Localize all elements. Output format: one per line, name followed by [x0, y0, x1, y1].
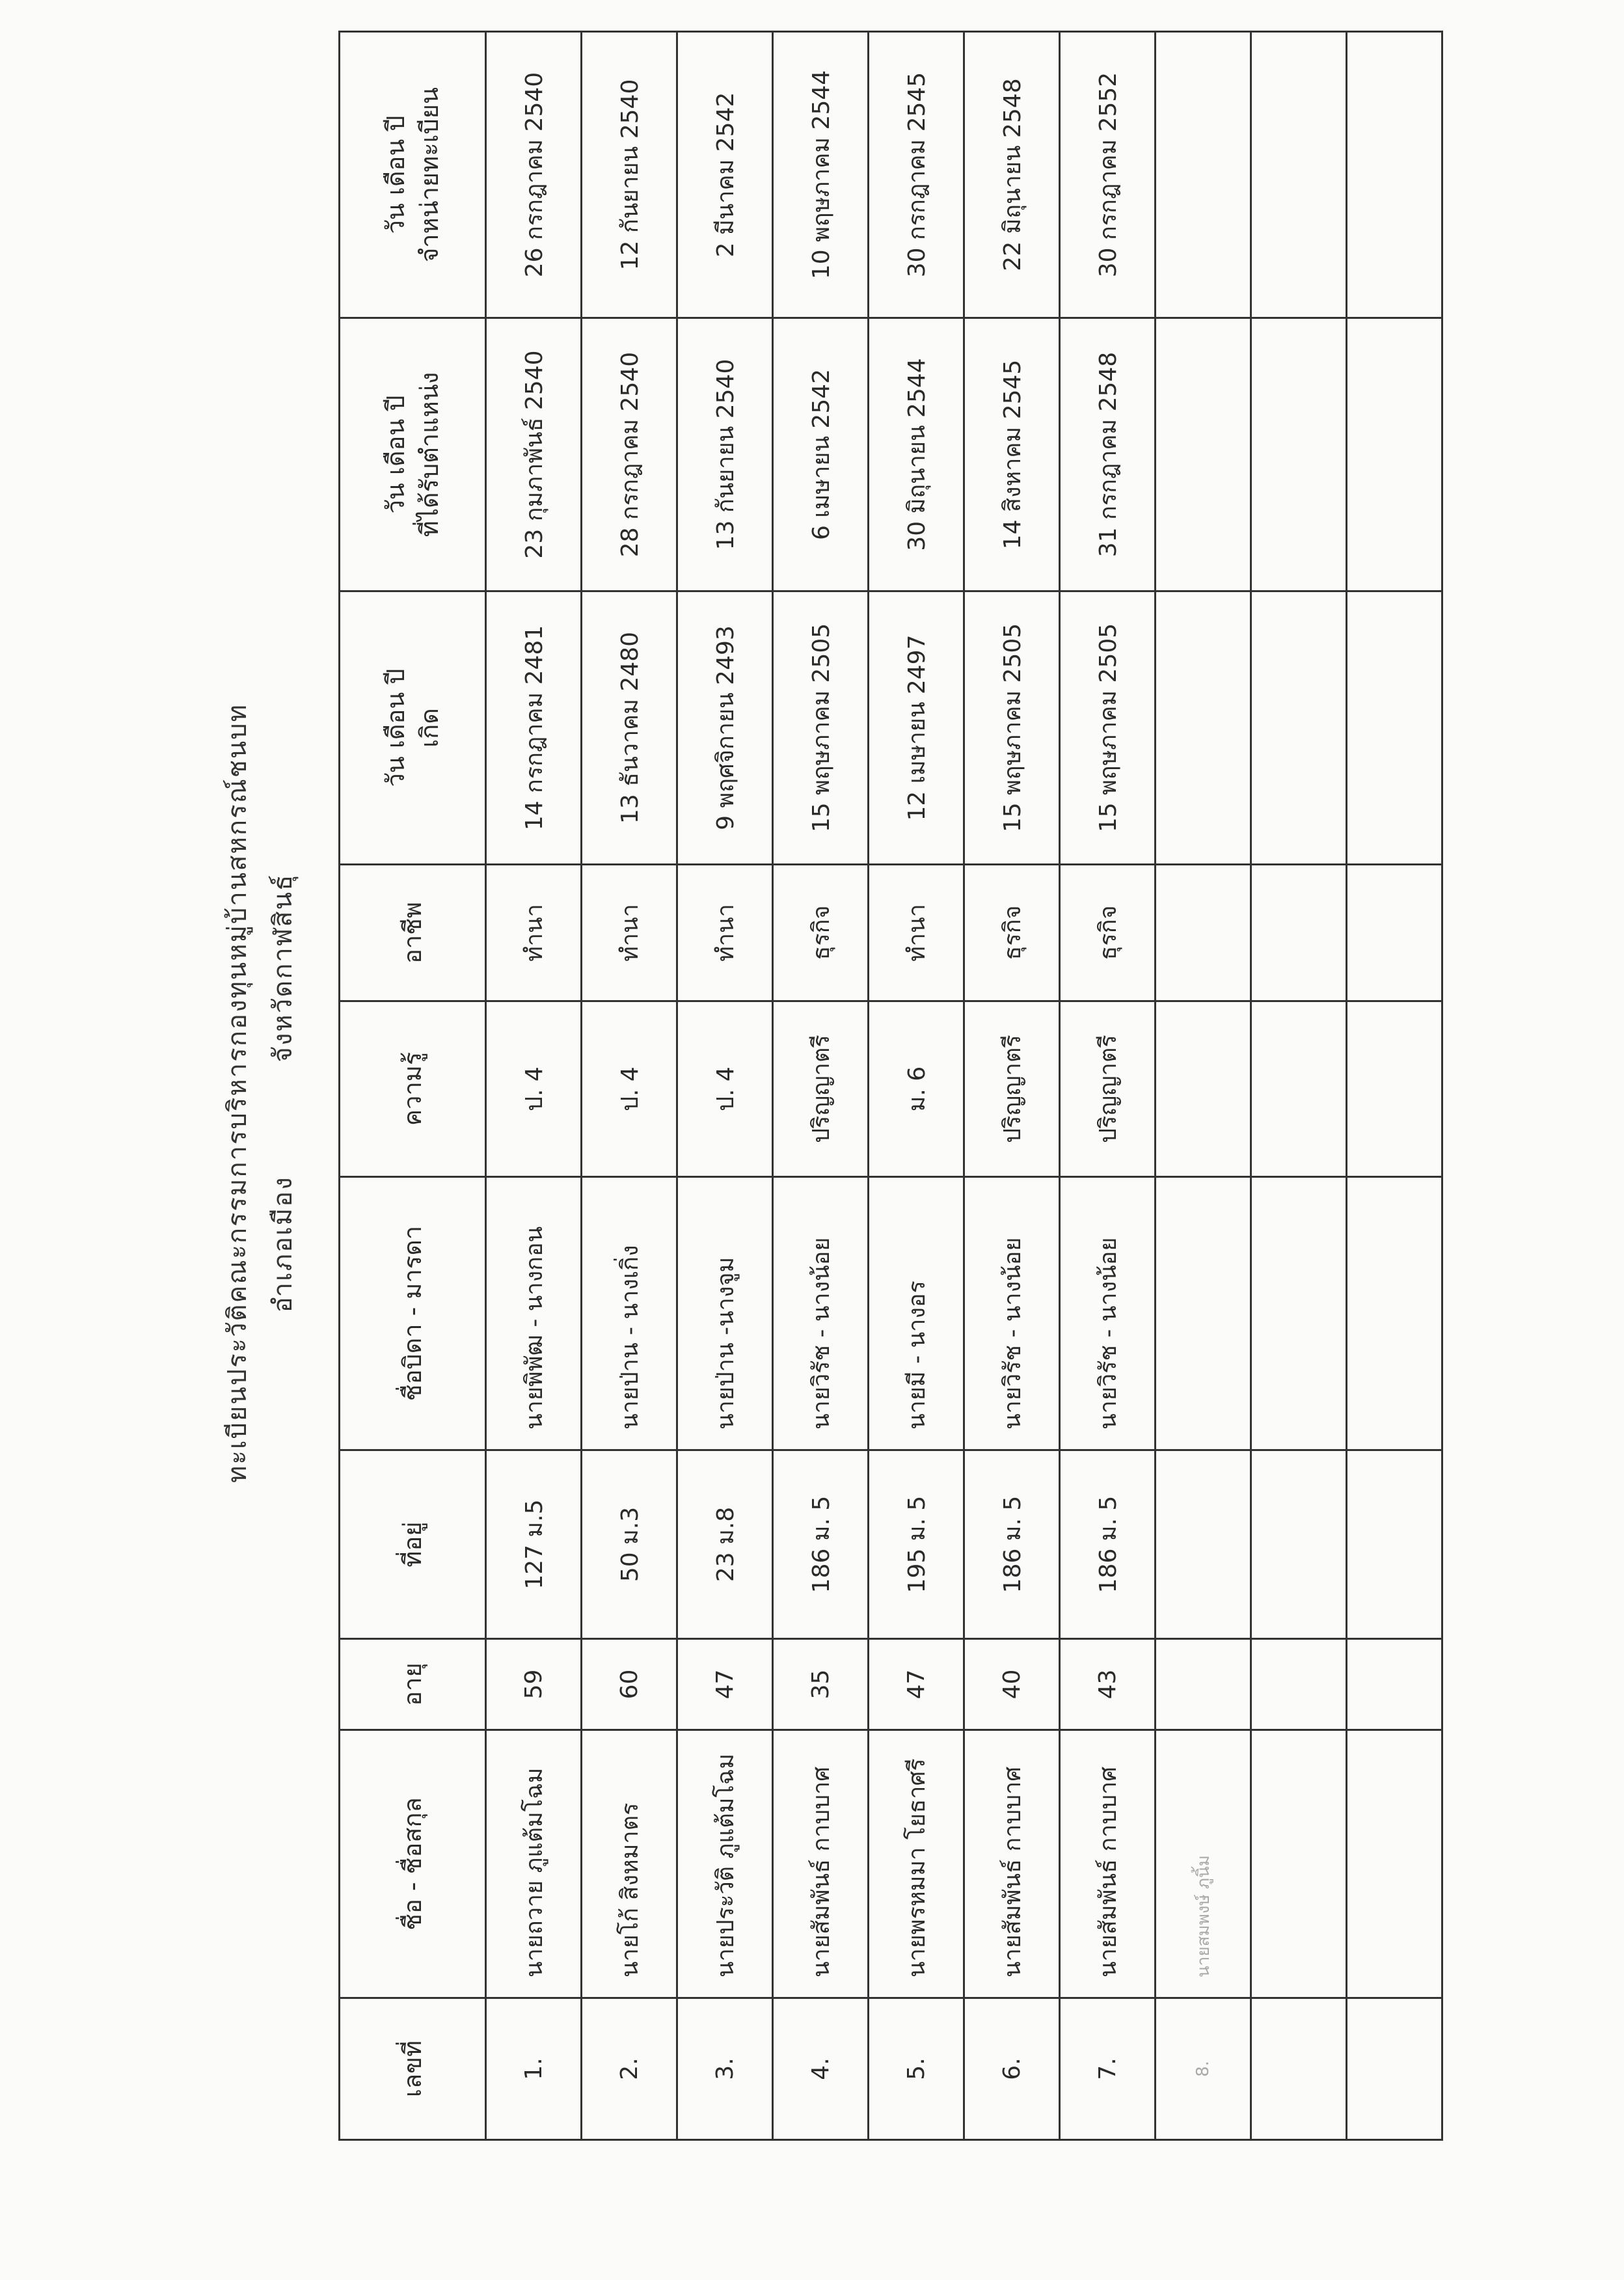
table-row	[486, 32, 582, 2140]
header-parents: ชื่อบิดา - มารดา	[340, 1177, 486, 1450]
committee-register-table	[338, 31, 1443, 2141]
cell-name: นายประวัติ ภูแต้มโฉม	[677, 1730, 773, 1998]
header-address: ที่อยู่	[340, 1450, 486, 1639]
cell-birth-date: 12 เมษายน 2497	[869, 591, 964, 865]
cell-education: ปริญญาตรี	[773, 1001, 869, 1177]
cell-age: 35	[773, 1639, 869, 1730]
cell-parents: นายวิรัช - นางน้อย	[964, 1177, 1060, 1450]
cell-no: 6.	[964, 1998, 1060, 2140]
header-age: อายุ	[340, 1639, 486, 1730]
table-row	[677, 32, 773, 2140]
cell-name: นายพรหมมา โยธาศรี	[869, 1730, 964, 1998]
cell-start-date: 6 เมษายน 2542	[773, 318, 869, 591]
cell-start-date: 30 มิถุนายน 2544	[869, 318, 964, 591]
cell-occupation: ธุรกิจ	[773, 865, 869, 1001]
cell-age: 59	[486, 1639, 582, 1730]
cell-occupation: ธุรกิจ	[964, 865, 1060, 1001]
cell-name: นายสัมพันธ์ กาบบาศ	[773, 1730, 869, 1998]
cell-no: 1.	[486, 1998, 582, 2140]
province-label: จังหวัดกาฬสินธุ์	[268, 873, 298, 1063]
cell-leave-date: 26 กรกฎาคม 2540	[486, 32, 582, 318]
empty-cell	[1156, 318, 1251, 591]
table-row-faint	[1156, 32, 1251, 2140]
cell-no: 5.	[869, 1998, 964, 2140]
cell-occupation: ทำนา	[486, 865, 582, 1001]
header-occupation: อาชีพ	[340, 865, 486, 1001]
cell-age: 47	[869, 1639, 964, 1730]
cell-start-date: 13 กันยายน 2540	[677, 318, 773, 591]
cell-leave-date: 12 กันยายน 2540	[582, 32, 677, 318]
rotated-page	[223, 46, 1477, 2141]
empty-cell	[1156, 865, 1251, 1001]
cell-leave-date: 30 กรกฎาคม 2545	[869, 32, 964, 318]
cell-education: ปริญญาตรี	[1060, 1001, 1156, 1177]
empty-cell	[1347, 318, 1442, 591]
empty-cell	[1156, 1177, 1251, 1450]
cell-leave-date: 22 มิถุนายน 2548	[964, 32, 1060, 318]
table-row	[773, 32, 869, 2140]
empty-cell	[1156, 1450, 1251, 1639]
cell-parents: นายพิพัฒ - นางกอน	[486, 1177, 582, 1450]
table-header-row	[340, 32, 486, 2140]
document-title: ทะเบียนประวัติคณะกรรมการบริหารกองทุนหมู่บ้านสหกรณ์ชนบท	[223, 703, 252, 1484]
cell-address: 186 ม. 5	[1060, 1450, 1156, 1639]
cell-birth-date: 15 พฤษภาคม 2505	[1060, 591, 1156, 865]
empty-cell	[1347, 1639, 1442, 1730]
empty-cell	[1347, 865, 1442, 1001]
empty-cell	[1347, 1001, 1442, 1177]
empty-cell	[1156, 1639, 1251, 1730]
cell-address: 50 ม.3	[582, 1450, 677, 1639]
cell-birth-date: 13 ธันวาคม 2480	[582, 591, 677, 865]
cell-no: 2.	[582, 1998, 677, 2140]
cell-occupation: ธุรกิจ	[1060, 865, 1156, 1001]
table-row-empty	[1251, 32, 1347, 2140]
empty-cell	[1347, 1998, 1442, 2140]
header-birth-date	[340, 591, 486, 865]
cell-leave-date: 2 มีนาคม 2542	[677, 32, 773, 318]
header-leave-line2: จำหน่ายทะเบียน	[415, 87, 444, 263]
cell-name: นายสัมพันธ์ กาบบาศ	[1060, 1730, 1156, 1998]
header-birth-line1: วัน เดือน ปี	[381, 668, 410, 787]
cell-education: ป. 4	[582, 1001, 677, 1177]
cell-start-date: 28 กรกฎาคม 2540	[582, 318, 677, 591]
cell-parents: นายวิรัช - นางน้อย	[773, 1177, 869, 1450]
cell-birth-date: 15 พฤษภาคม 2505	[773, 591, 869, 865]
header-no: เลขที่	[340, 1998, 486, 2140]
cell-name: นายโก้ สิงหมาตร	[582, 1730, 677, 1998]
cell-birth-date: 9 พฤศจิกายน 2493	[677, 591, 773, 865]
district-label: อำเภอเมือง	[268, 1176, 298, 1313]
empty-cell	[1251, 1177, 1347, 1450]
header-leave-date	[340, 32, 486, 318]
cell-age: 47	[677, 1639, 773, 1730]
empty-cell	[1251, 591, 1347, 865]
header-leave-line1: วัน เดือน ปี	[381, 115, 410, 234]
cell-birth-date: 15 พฤษภาคม 2505	[964, 591, 1060, 865]
empty-cell	[1251, 865, 1347, 1001]
cell-start-date: 14 สิงหาคม 2545	[964, 318, 1060, 591]
table-row	[582, 32, 677, 2140]
cell-education: ป. 4	[677, 1001, 773, 1177]
empty-cell	[1156, 1001, 1251, 1177]
cell-address: 186 ม. 5	[964, 1450, 1060, 1639]
table-row-empty	[1347, 32, 1442, 2140]
empty-cell	[1347, 1177, 1442, 1450]
empty-cell	[1347, 591, 1442, 865]
cell-name: นายถวาย ภูแต้มโฉม	[486, 1730, 582, 1998]
table-row	[869, 32, 964, 2140]
cell-occupation: ทำนา	[582, 865, 677, 1001]
cell-birth-date: 14 กรกฎาคม 2481	[486, 591, 582, 865]
cell-age: 40	[964, 1639, 1060, 1730]
cell-address: 127 ม.5	[486, 1450, 582, 1639]
cell-parents: นายมี - นางอร	[869, 1177, 964, 1450]
table-row	[1060, 32, 1156, 2140]
header-start-line1: วัน เดือน ปี	[381, 395, 410, 514]
cell-start-date: 23 กุมภาพันธ์ 2540	[486, 318, 582, 591]
cell-no-faint: 8.	[1156, 1998, 1251, 2140]
empty-cell	[1347, 32, 1442, 318]
cell-education: ป. 4	[486, 1001, 582, 1177]
cell-occupation: ทำนา	[677, 865, 773, 1001]
cell-address: 195 ม. 5	[869, 1450, 964, 1639]
cell-leave-date: 10 พฤษภาคม 2544	[773, 32, 869, 318]
empty-cell	[1251, 1001, 1347, 1177]
header-birth-line2: เกิด	[415, 708, 444, 748]
cell-age: 43	[1060, 1639, 1156, 1730]
cell-address: 186 ม. 5	[773, 1450, 869, 1639]
cell-parents: นายป่าน -นางจูม	[677, 1177, 773, 1450]
cell-no: 4.	[773, 1998, 869, 2140]
cell-occupation: ทำนา	[869, 865, 964, 1001]
empty-cell	[1347, 1730, 1442, 1998]
empty-cell	[1156, 32, 1251, 318]
header-name: ชื่อ - ชื่อสกุล	[340, 1730, 486, 1998]
empty-cell	[1251, 1639, 1347, 1730]
cell-age: 60	[582, 1639, 677, 1730]
empty-cell	[1251, 1450, 1347, 1639]
empty-cell	[1347, 1450, 1442, 1639]
cell-no: 3.	[677, 1998, 773, 2140]
cell-start-date: 31 กรกฎาคม 2548	[1060, 318, 1156, 591]
empty-cell	[1251, 32, 1347, 318]
cell-parents: นายวิรัช - นางน้อย	[1060, 1177, 1156, 1450]
table-row	[964, 32, 1060, 2140]
cell-leave-date: 30 กรกฎาคม 2552	[1060, 32, 1156, 318]
empty-cell	[1251, 318, 1347, 591]
header-education: ความรู้	[340, 1001, 486, 1177]
cell-no: 7.	[1060, 1998, 1156, 2140]
header-start-date	[340, 318, 486, 591]
empty-cell	[1251, 1730, 1347, 1998]
cell-parents: นายป่าน - นางเกิ่ง	[582, 1177, 677, 1450]
cell-name: นายสัมพันธ์ กาบบาศ	[964, 1730, 1060, 1998]
cell-address: 23 ม.8	[677, 1450, 773, 1639]
cell-education: ปริญญาตรี	[964, 1001, 1060, 1177]
cell-education: ม. 6	[869, 1001, 964, 1177]
document-subtitle	[262, 46, 303, 2141]
cell-name-faint: นายสมพงษ์ ภูนิ้ม	[1156, 1730, 1251, 1998]
empty-cell	[1156, 591, 1251, 865]
empty-cell	[1251, 1998, 1347, 2140]
header-start-line2: ที่ได้รับตำแหน่ง	[415, 372, 444, 537]
